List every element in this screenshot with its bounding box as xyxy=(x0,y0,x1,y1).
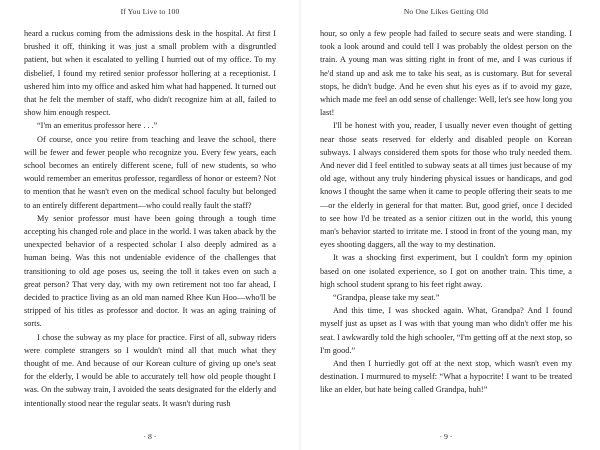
right-page xyxy=(320,0,572,450)
right-page-number: · 9 · xyxy=(439,432,453,441)
left-paragraph: My senior professor must have been going through a tough time accepting his changed role and place in the world. I was taken aback by the unexpected behavior of a respected scholar I also deeply admired as a human being. Was this not undeniable evidence of the challenges that transitioning to old age poses us, seeing the toll it takes even on such a great person? That very day, with my own retirement not too far ahead, I decided to practice living as an old man named Rhee Kun Hoo—who'll be stripped of his titles as professor and doctor. It was an aging training of sorts. xyxy=(24,213,276,329)
right-paragraph: hour, so only a few people had failed to secure seats and were standing. I took a look around and could tell I was probably the oldest person on the train. A young man was sitting right in front of me, and I was curious if he'd stand up and ask me to take his seat, as is customary. But for several stops, he didn't budge. And he even shut his eyes as if to avoid my gaze, which made me feel an odd sense of challenge: Well, let's see how long you last! xyxy=(320,29,572,118)
right-paragraph: It was a shocking first experiment, but I couldn't form my opinion based on one isolated experience, so I got on another train. This time, a high school student sprang to his feet right away. xyxy=(320,253,572,289)
left-paragraph: Of course, once you retire from teaching and leave the school, there will be fewer and fewer people who recognize you. Every few years, each school becomes an entirely different scene, full of new students, so who would remember an emeritus professor, regardless of honor or esteem? Not to mention that he wasn't even on the medical school faculty but belonged to an entirely different department—who could really fault the staff? xyxy=(24,134,276,210)
left-page-body xyxy=(24,27,276,410)
left-paragraph: heard a ruckus coming from the admissions desk in the hospital. At first I brushed it off, thinking it was just a small problem with a disgruntled patient, but when it escalated to yelling I hurried out of my office. To my disbelief, I found my retired senior professor hollering at a receptionist. I ushered him into my office and asked him what had happened. It turned out that he felt the member of staff, who didn't recognize him at all, failed to show him enough respect. xyxy=(24,29,276,118)
page-gutter xyxy=(298,0,302,450)
right-paragraph: “Grandpa, please take my seat.” xyxy=(333,293,440,303)
left-paragraph: “I'm an emeritus professor here . . .” xyxy=(37,121,158,131)
left-page xyxy=(24,0,276,450)
right-paragraph: And this time, I was shocked again. What, Grandpa? And I found myself just as upset as I was with that young man who didn't offer me his seat. I awkwardly told the high schooler, “I'm getting off at the next stop, so I'm good.” xyxy=(320,306,572,355)
right-paragraph: I'll be honest with you, reader, I usually never even thought of getting near those seats reserved for elderly and disabled people on Korean subways. I always considered them spots for those who truly needed them. And never did I feel entitled to subway seats at all times just because of my old age, without any truly hindering physical issues or handicaps, and god knows I thought the same when it came to people offering their seats to me—or the elderly in general for that matter. But, good grief, once I decided to see how I'd be treated as a senior citizen out in the world, this young man's behavior started to irritate me. I stood in front of the young man, my eyes shooting daggers, all the way to my destination. xyxy=(320,121,572,250)
left-paragraph: I chose the subway as my place for practice. First of all, subway riders were complete strangers so I wouldn't mind all that much what they thought of me. And because of our Korean culture of giving up one's seat for the elderly, I would be able to accurately tell how old people thought I was. On the subway train, I avoided the seats designated for the elderly and intentionally stood near the regular seats. It wasn't during rush xyxy=(24,332,276,408)
right-paragraph: And then I hurriedly got off at the next stop, which wasn't even my destination. I murmured to myself: “What a hypocrite! I want to be treated like an elder, but hate being called Grandpa, huh!” xyxy=(320,359,572,395)
right-running-head: No One Likes Getting Old xyxy=(403,7,489,16)
right-page-body xyxy=(320,27,572,397)
left-running-head: If You Live to 100 xyxy=(120,7,180,16)
left-page-number: · 8 · xyxy=(143,432,157,441)
